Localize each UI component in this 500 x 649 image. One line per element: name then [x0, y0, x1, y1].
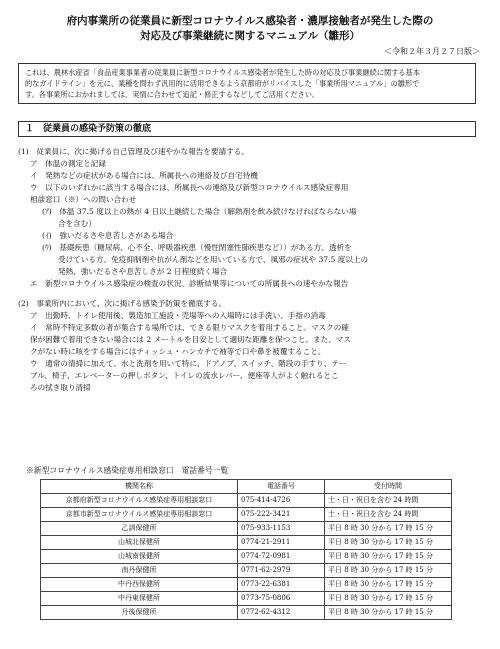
org-name-cell: 山城南保健所 [41, 550, 238, 564]
body-line: ブル、椅子、エレベーターの押しボタン、トイレの流水レバー、便座等人がよく触れるとこ [30, 371, 339, 380]
org-name-cell: 中丹西保健所 [41, 578, 238, 592]
phone-cell: 0773-75-0806 [238, 592, 325, 606]
phone-cell: 0774-72-0981 [238, 550, 325, 564]
hours-cell: 平日 8 時 30 分から 17 時 15 分 [325, 564, 452, 578]
contact-table [40, 479, 452, 620]
document-title [0, 14, 500, 44]
body-line: イ 発熱などの症状がある場合には、所属長への連絡及び自宅待機 [30, 171, 258, 180]
body-line: ウ 通常の清掃に加えて、水と洗剤を用いて特に、ドアノブ、スイッチ、階段の手すり、テー [30, 359, 347, 368]
org-name-cell: 京都市新型コロナウイルス感染症専用相談窓口 [41, 508, 238, 522]
org-name-cell: 山城北保健所 [41, 536, 238, 550]
section-heading: １ 従業員の感染予防策の徹底 [18, 121, 476, 137]
phone-cell: 075-414-4726 [238, 494, 325, 508]
note-line-2: 的なガイドライン」を元に、業種を問わず汎用的に活用できるよう京都府がリバイスした「事業所用マニュアル」の雛形で [25, 79, 420, 88]
body-line: 合を含む） [58, 219, 96, 228]
phone-cell: 075-933-1153 [238, 522, 325, 536]
phone-cell: 0771-62-2979 [238, 564, 325, 578]
title-line-1: 府内事業所の従業員に新型コロナウイルス感染者・濃厚接触者が発生した際の [66, 15, 434, 27]
phone-cell: 0772-62-4312 [238, 606, 325, 620]
body-line: イ 常時不特定多数の者が集合する場所では、できる限りマスクを着用すること。マスクの確 [30, 323, 349, 332]
hours-cell: 平日 8 時 30 分から 17 時 15 分 [325, 536, 452, 550]
body-line: 受けている方、免疫抑制剤や抗がん剤などを用いている方で、風邪の症状や 37.5 度以上の [58, 255, 369, 264]
hours-cell: 平日 8 時 30 分から 17 時 15 分 [325, 550, 452, 564]
table-row [41, 522, 452, 536]
table-row [41, 564, 452, 578]
body-line: エ 新型コロナウイルス感染症の検査の状況、診断結果等についての所属長への速やかな報告 [30, 279, 349, 288]
body-line: ア 体温の測定と記録 [30, 159, 106, 168]
table-row [41, 536, 452, 550]
hours-cell: 土・日・祝日を含む 24 時間 [325, 508, 452, 522]
header-phone: 電話番号 [238, 480, 325, 494]
body-line: (ｲ) 強いだるさや息苦しさがある場合 [42, 231, 174, 240]
hours-cell: 平日 8 時 30 分から 17 時 15 分 [325, 522, 452, 536]
table-row [41, 550, 452, 564]
header-org-name: 機関名称 [41, 480, 238, 494]
note-line-3: す。各事業所におかれましては、実情に合わせて追記・修正するなどしてご活用ください。 [25, 90, 320, 99]
hours-cell: 平日 8 時 30 分から 17 時 15 分 [325, 592, 452, 606]
hours-cell: 平日 8 時 30 分から 17 時 15 分 [325, 578, 452, 592]
note-box [18, 63, 476, 104]
body-line: クがない時に咳をする場合にはティッシュ・ハンカチで袖等で口や鼻を被覆すること。 [30, 347, 326, 356]
table-row [41, 578, 452, 592]
table-title: ※新型コロナウイルス感染症専用相談窓口 電話番号一覧 [26, 466, 229, 475]
version-date: ＜令和２年３月２７日版＞ [384, 47, 480, 56]
header-hours: 受付時間 [325, 480, 452, 494]
phone-cell: 075-222-3421 [238, 508, 325, 522]
org-name-cell: 京都府新型コロナウイルス感染症専用相談窓口 [41, 494, 238, 508]
phone-cell: 0774-21-2911 [238, 536, 325, 550]
body-line: 相談窓口（※）への問い合わせ [30, 195, 137, 204]
table-row [41, 508, 452, 522]
note-line-1: これは、農林水産省「食品産業事業者の従業員に新型コロナウイルス感染者が発生した時の対応及び事業継続に関する基本 [25, 68, 420, 77]
body-line: (ｳ) 基礎疾患（糖尿病、心不全、呼吸器疾患（慢性閉塞性肺疾患など））がある方、透析を [42, 243, 352, 252]
title-line-2: 対応及び事業継続に関するマニュアル（雛形） [139, 30, 361, 42]
hours-cell: 土・日・祝日を含む 24 時間 [325, 494, 452, 508]
body-line: (2) 事業所内において、次に掲げる感染予防策を徹底する。 [18, 299, 227, 308]
body-line: (ｱ) 体温 37.5 度以上の熱が 4 日以上継続した場合（解熱剤を飲み続けなければならない場 [42, 207, 357, 216]
body-line: ア 出勤時、トイレ使用後、製造加工施設・売場等への入場時には手洗い、手指の消毒 [30, 311, 326, 320]
body-line: (1) 従業員に、次に掲げる自己管理及び速やかな報告を要請する。 [18, 147, 249, 156]
org-name-cell: 南丹保健所 [41, 564, 238, 578]
table-header-row [41, 480, 452, 494]
body-line: ろの拭き取り清掃 [30, 383, 91, 392]
body-line: 発熱、強いだるさや息苦しさが 2 日程度続く場合 [58, 267, 228, 276]
phone-cell: 0773-22-6381 [238, 578, 325, 592]
body-text [18, 146, 480, 394]
table-row [41, 494, 452, 508]
table-row [41, 606, 452, 620]
table-row [41, 592, 452, 606]
org-name-cell: 中丹東保健所 [41, 592, 238, 606]
org-name-cell: 乙訓保健所 [41, 522, 238, 536]
body-line: 保が困難で着用できない場合には 2 メートルを目安として適切な距離を保つこと。また、マス [30, 335, 351, 344]
hours-cell: 平日 8 時 30 分から 17 時 15 分 [325, 606, 452, 620]
body-line: ウ 以下のいずれかに該当する場合には、所属長への連絡及び新型コロナウイルス感染症専用 [30, 183, 349, 192]
org-name-cell: 丹後保健所 [41, 606, 238, 620]
paragraph-gap [18, 290, 480, 298]
